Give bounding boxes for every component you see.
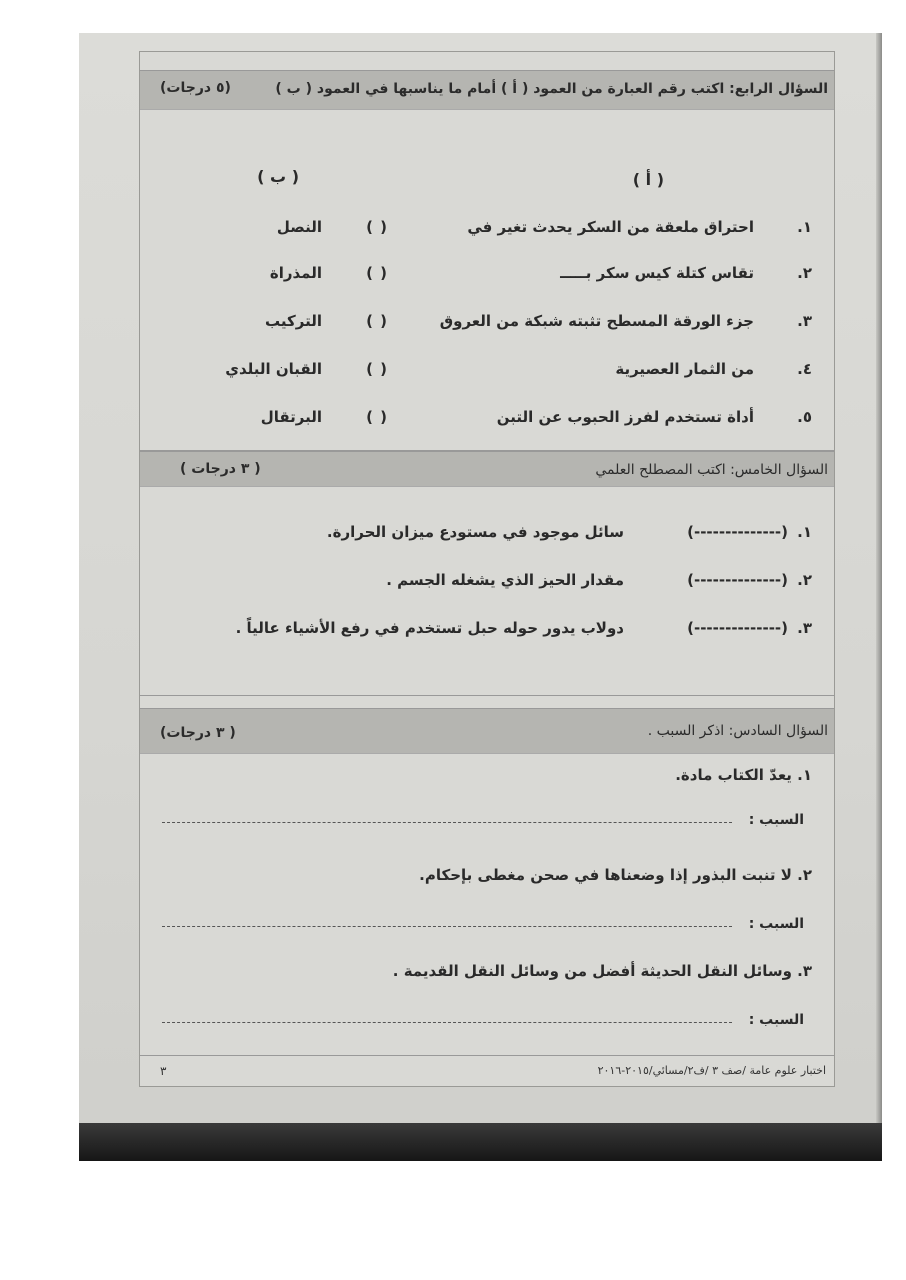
column-b-text: القبان البلدي — [225, 360, 322, 378]
question-5-header — [140, 451, 834, 487]
reason-answer-line[interactable] — [162, 822, 732, 823]
row-number: ٣. — [797, 619, 812, 637]
term-answer-blank[interactable]: (--------------) — [687, 619, 788, 637]
question-5-section — [140, 450, 834, 696]
match-row — [140, 214, 834, 242]
row-number: ١. — [797, 218, 812, 236]
term-row — [140, 567, 834, 595]
question-6-marks: ( ٣ درجات) — [160, 725, 236, 741]
page-footer — [140, 1055, 834, 1086]
term-row — [140, 615, 834, 643]
question-6-section — [140, 695, 834, 1056]
reason-label: السبب : — [748, 916, 804, 932]
column-b-text: البرتقال — [260, 408, 322, 426]
document-photo — [79, 33, 882, 1161]
reason-label: السبب : — [748, 812, 804, 828]
footer-exam-info: اختبار علوم عامة /صف ٣ /ف٢/مسائي/٢٠١٥-٢٠١٦ — [597, 1064, 826, 1077]
question-6-title: السؤال السادس: اذكر السبب . — [647, 723, 828, 739]
term-definition: دولاب يدور حوله حبل تستخدم في رفع الأشياء عالياً . — [235, 619, 624, 637]
reason-question: ٣. وسائل النقل الحديثة أفضل من وسائل النقل القديمة . — [392, 962, 812, 980]
row-number: ٢. — [797, 571, 812, 589]
reason-answer-line[interactable] — [162, 926, 732, 927]
question-6-header — [140, 708, 834, 754]
exam-sheet — [139, 51, 835, 1087]
column-a-heading: ( أ ) — [632, 170, 664, 189]
column-a-text: جزء الورقة المسطح تثبته شبكة من العروق — [439, 312, 754, 330]
question-4-marks: (٥ درجات) — [160, 80, 231, 96]
answer-blank[interactable]: ( ) — [366, 218, 388, 236]
answer-blank[interactable]: ( ) — [366, 312, 388, 330]
question-5-title: السؤال الخامس: اكتب المصطلح العلمي — [595, 462, 828, 478]
term-definition: سائل موجود في مستودع ميزان الحرارة. — [326, 523, 624, 541]
reason-label: السبب : — [748, 1012, 804, 1028]
term-answer-blank[interactable]: (--------------) — [687, 571, 788, 589]
row-number: ١. — [797, 523, 812, 541]
column-a-text: احتراق ملعقة من السكر يحدث تغير في — [467, 218, 754, 236]
match-row — [140, 260, 834, 288]
match-row — [140, 404, 834, 432]
answer-blank[interactable]: ( ) — [366, 264, 388, 282]
term-row — [140, 519, 834, 547]
term-answer-blank[interactable]: (--------------) — [687, 523, 788, 541]
column-a-text: تقاس كتلة كيس سكر بـــــ — [560, 264, 754, 282]
question-4-title: السؤال الرابع: اكتب رقم العبارة من العمود ( أ ) أمام ما يناسبها في العمود ( ب ) — [275, 81, 828, 97]
column-b-text: التركيب — [265, 312, 322, 330]
question-4-header — [140, 70, 834, 110]
question-4-section — [140, 52, 834, 450]
reason-answer-line[interactable] — [162, 1022, 732, 1023]
column-b-heading: ( ب ) — [257, 167, 299, 186]
row-number: ٥. — [797, 408, 812, 426]
photo-bottom-shadow — [79, 1123, 882, 1161]
reason-question: ١. يعدّ الكتاب مادة. — [675, 766, 812, 784]
row-number: ٢. — [797, 264, 812, 282]
term-definition: مقدار الحيز الذي يشغله الجسم . — [386, 571, 624, 589]
match-row — [140, 308, 834, 336]
answer-blank[interactable]: ( ) — [366, 408, 388, 426]
column-a-text: أداة تستخدم لفرز الحبوب عن التبن — [496, 408, 754, 426]
column-b-text: المذراة — [269, 264, 322, 282]
page-number: ٣ — [160, 1064, 167, 1078]
row-number: ٣. — [797, 312, 812, 330]
match-row — [140, 356, 834, 384]
reason-question: ٢. لا تنبت البذور إذا وضعناها في صحن مغطى بإحكام. — [419, 866, 812, 884]
question-5-marks: ( ٣ درجات ) — [180, 461, 261, 477]
column-a-text: من الثمار العصيرية — [615, 360, 754, 378]
photo-edge — [876, 33, 882, 1123]
row-number: ٤. — [797, 360, 812, 378]
column-b-text: النصل — [276, 218, 322, 236]
answer-blank[interactable]: ( ) — [366, 360, 388, 378]
